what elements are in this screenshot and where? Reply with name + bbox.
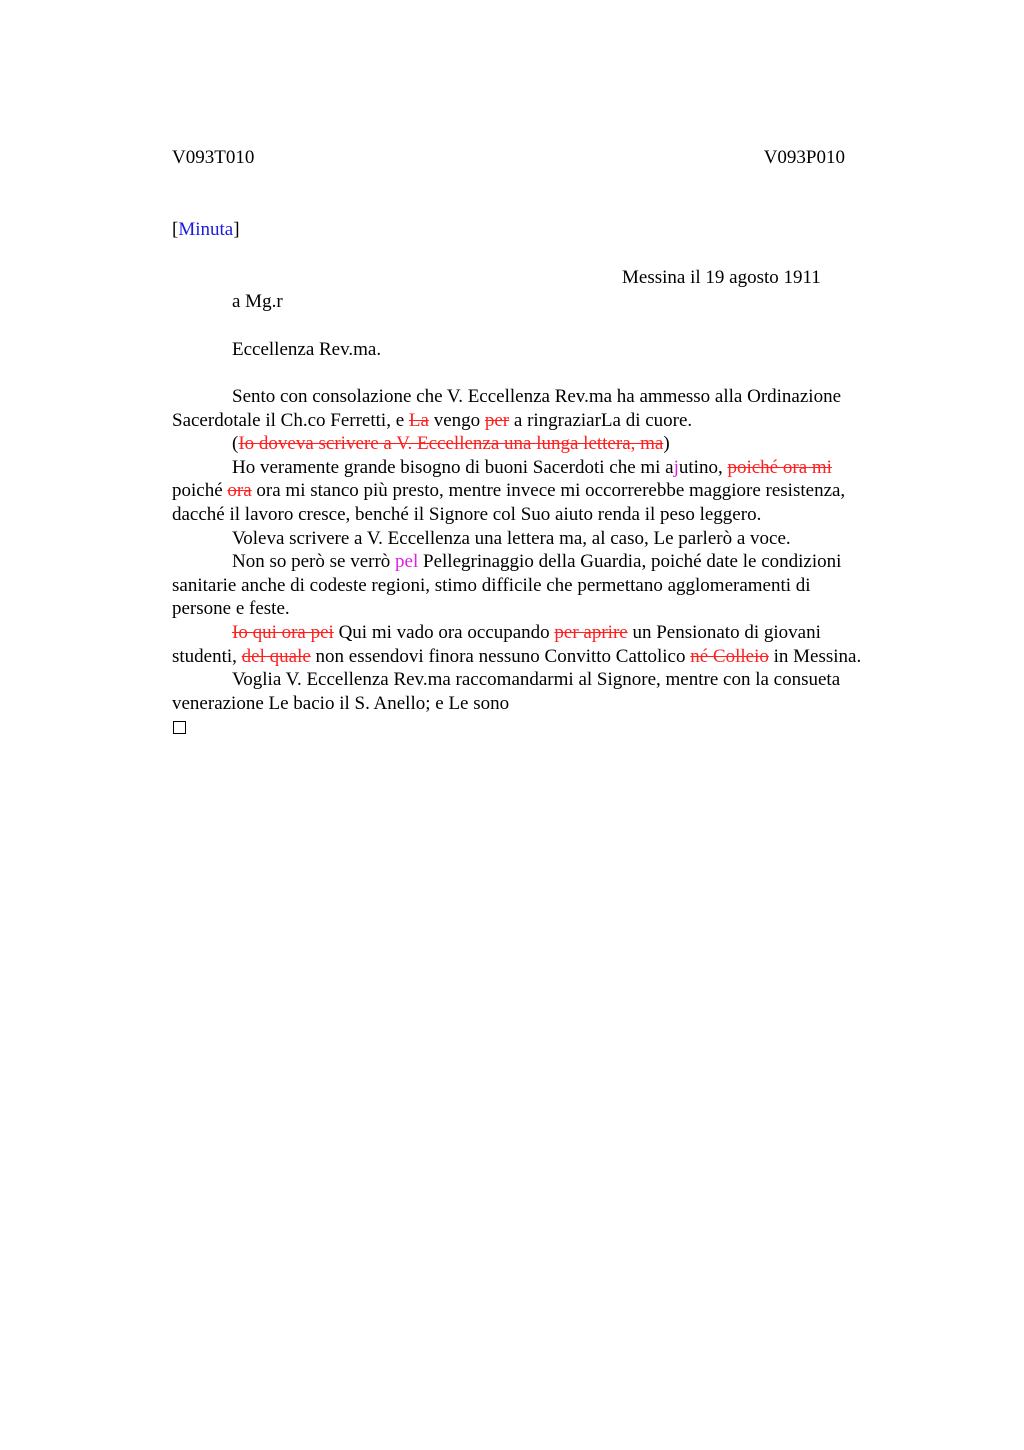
text-span: in Messina. bbox=[768, 645, 862, 667]
deletion: per bbox=[484, 409, 510, 431]
text-span: studenti, bbox=[172, 645, 242, 667]
draft-label bbox=[172, 218, 240, 242]
text-span: ) bbox=[663, 433, 670, 455]
recipient: a Mg.r bbox=[232, 291, 283, 312]
deletion: Io qui ora pei bbox=[232, 621, 334, 643]
paragraph-4: Voleva scrivere a V. Eccellenza una lettera ma, al caso, Le parlerò a voce. bbox=[232, 527, 791, 549]
paragraph-7 bbox=[172, 668, 932, 715]
insertion: j bbox=[673, 456, 679, 478]
draft-label-close: ] bbox=[233, 219, 240, 240]
document-code-right: V093P010 bbox=[763, 147, 845, 168]
end-box-icon bbox=[173, 721, 186, 734]
letter-page bbox=[172, 0, 932, 1450]
paragraph-3 bbox=[172, 456, 932, 527]
text-span: poiché bbox=[172, 480, 228, 502]
text-span: Non so però se verrò bbox=[232, 551, 396, 573]
text-span: Voglia V. Eccellenza Rev.ma raccomandarmi al Signore, mentre con la consueta bbox=[232, 669, 841, 691]
letter-body bbox=[172, 385, 932, 715]
text-span: Ho veramente grande bisogno di buoni Sacerdoti che mi a bbox=[232, 456, 674, 478]
text-span: dacché il lavoro cresce, benché il Signore col Suo aiuto renda il peso leggero. bbox=[172, 503, 762, 525]
text-span: ( bbox=[232, 433, 239, 455]
salutation: Eccellenza Rev.ma. bbox=[232, 339, 382, 360]
paragraph-1 bbox=[172, 385, 932, 432]
paragraph-2 bbox=[172, 432, 932, 456]
text-span: venerazione Le bacio il S. Anello; e Le sono bbox=[172, 692, 510, 714]
text-span: sanitarie anche di codeste regioni, stimo difficile che permettano agglomeramenti di bbox=[172, 574, 811, 596]
deletion: ora bbox=[227, 480, 252, 502]
text-span: Qui mi vado ora occupando bbox=[333, 621, 555, 643]
date-line: Messina il 19 agosto 1911 bbox=[622, 267, 821, 288]
paragraph-5 bbox=[172, 550, 932, 621]
paragraph-6 bbox=[172, 621, 932, 668]
text-span: vengo bbox=[428, 409, 485, 431]
text-span: Pellegrinaggio della Guardia, poiché date le condizioni bbox=[418, 551, 842, 573]
text-span: ora mi stanco più presto, mentre invece mi occorrerebbe maggiore resistenza, bbox=[251, 480, 846, 502]
text-span: Sacerdotale il Ch.co Ferretti, e bbox=[172, 409, 409, 431]
deletion: poiché ora mi bbox=[727, 456, 832, 478]
deletion: La bbox=[408, 409, 429, 431]
text-span: Sento con consolazione che V. Eccellenza Rev.ma ha ammesso alla Ordinazione bbox=[232, 386, 842, 407]
text-span: persone e feste. bbox=[172, 598, 290, 620]
document-codes bbox=[172, 146, 845, 170]
draft-label-text: Minuta bbox=[178, 219, 234, 240]
text-span: utino, bbox=[678, 456, 728, 478]
deletion: né Colleio bbox=[690, 645, 769, 667]
document-code-left: V093T010 bbox=[172, 147, 255, 168]
deletion: del quale bbox=[241, 645, 311, 667]
text-span: un Pensionato di giovani bbox=[627, 621, 821, 643]
deletion: Io doveva scrivere a V. Eccellenza una lunga lettera, ma bbox=[238, 433, 664, 455]
text-span: a ringraziarLa di cuore. bbox=[509, 409, 693, 431]
text-span: non essendovi finora nessuno Convitto Cattolico bbox=[310, 645, 691, 667]
draft-label-open: [ bbox=[172, 219, 179, 240]
deletion: per aprire bbox=[554, 621, 628, 643]
insertion: pel bbox=[395, 551, 419, 573]
